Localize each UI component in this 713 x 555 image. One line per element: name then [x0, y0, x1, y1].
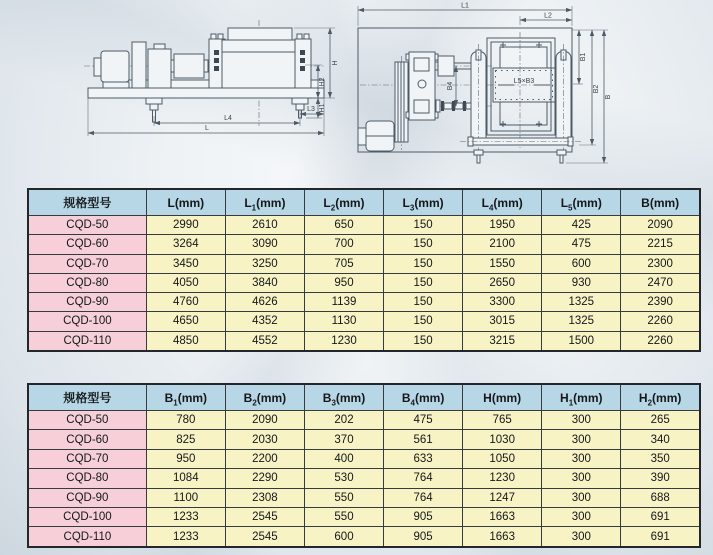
model-cell: CQD-80	[28, 469, 146, 488]
value-cell: 300	[542, 488, 621, 507]
value-cell: 3264	[146, 235, 225, 254]
column-header: $B_4(mm)$	[384, 384, 463, 411]
value-cell: 633	[384, 449, 463, 468]
value-cell: 3450	[146, 254, 225, 273]
value-cell: 2090	[621, 216, 700, 235]
support-column-right	[556, 44, 571, 150]
gearbox	[148, 44, 171, 88]
value-cell: 691	[621, 507, 700, 526]
support-column-left	[471, 44, 486, 150]
value-cell: 300	[542, 527, 621, 547]
table-row	[28, 216, 700, 235]
value-cell: 2100	[463, 235, 542, 254]
value-cell: 2650	[463, 273, 542, 292]
value-cell: 600	[542, 254, 621, 273]
value-cell: 1233	[146, 527, 225, 547]
value-cell: 4352	[225, 312, 304, 331]
value-cell: 2545	[225, 527, 304, 547]
dim-label-b2: B2	[593, 84, 600, 94]
column-header: $H_1(mm)$	[542, 384, 621, 411]
foot-bolt-right	[557, 150, 566, 163]
dim-label-l2: L2	[544, 12, 552, 20]
value-cell: 4760	[146, 293, 225, 312]
value-cell: 340	[621, 430, 700, 449]
belt-pulley	[395, 62, 408, 142]
column-header: 规格型号	[28, 189, 146, 216]
table-row	[28, 430, 700, 449]
value-cell: 2470	[621, 273, 700, 292]
table-body	[28, 216, 700, 352]
value-cell: 2030	[225, 430, 304, 449]
table-row	[28, 273, 700, 292]
value-cell: 3015	[463, 312, 542, 331]
value-cell: 1130	[304, 312, 383, 331]
value-cell: 950	[304, 273, 383, 292]
belt-guard	[132, 42, 146, 88]
value-cell: 1325	[542, 293, 621, 312]
value-cell: 691	[621, 527, 700, 547]
dimension-L	[88, 98, 324, 136]
dimension-B2	[579, 30, 600, 145]
spec-table-lengths	[27, 188, 701, 352]
model-cell: CQD-100	[28, 312, 146, 331]
dim-label-b: B	[605, 94, 612, 100]
header-row	[28, 384, 700, 411]
value-cell: 905	[384, 507, 463, 526]
column-header: $L_2(mm)$	[304, 189, 383, 216]
value-cell: 300	[542, 430, 621, 449]
value-cell: 150	[384, 312, 463, 331]
value-cell: 300	[542, 411, 621, 430]
column-header: $L_1(mm)$	[225, 189, 304, 216]
dim-label-h: H	[332, 60, 339, 66]
spec-table-widths-heights	[27, 383, 701, 548]
model-cell: CQD-50	[28, 411, 146, 430]
value-cell: 705	[304, 254, 383, 273]
value-cell: 350	[621, 449, 700, 468]
value-cell: 3090	[225, 235, 304, 254]
table-header-row	[28, 189, 700, 216]
value-cell: 3250	[225, 254, 304, 273]
value-cell: 1233	[146, 507, 225, 526]
value-cell: 300	[542, 469, 621, 488]
dimension-L4	[154, 115, 300, 126]
value-cell: 764	[384, 488, 463, 507]
motor	[358, 121, 398, 151]
gearbox	[406, 52, 438, 120]
table-row	[28, 254, 700, 273]
value-cell: 3840	[225, 273, 304, 292]
value-cell: 150	[384, 235, 463, 254]
value-cell: 2390	[621, 293, 700, 312]
value-cell: 150	[384, 331, 463, 351]
value-cell: 561	[384, 430, 463, 449]
value-cell: 2260	[621, 331, 700, 351]
dim-label-l: L	[205, 125, 209, 132]
bottom-tie-bar	[460, 137, 582, 146]
model-cell: CQD-80	[28, 273, 146, 292]
column-header: $B_2(mm)$	[225, 384, 304, 411]
dim-label-h1: H1	[319, 103, 326, 113]
value-cell: 764	[384, 469, 463, 488]
value-cell: 150	[384, 216, 463, 235]
value-cell: 3215	[463, 331, 542, 351]
value-cell: 1550	[463, 254, 542, 273]
model-cell: CQD-100	[28, 507, 146, 526]
value-cell: 2090	[225, 411, 304, 430]
value-cell: 2545	[225, 507, 304, 526]
value-cell: 150	[384, 254, 463, 273]
value-cell: 4650	[146, 312, 225, 331]
table-row	[28, 527, 700, 547]
dim-label-b1: B1	[580, 52, 587, 62]
value-cell: 2200	[225, 449, 304, 468]
value-cell: 4050	[146, 273, 225, 292]
opening-size-label: L5×B3	[513, 78, 535, 85]
dim-label-h2: H2	[319, 77, 326, 87]
table-body	[28, 411, 700, 548]
model-cell: CQD-60	[28, 235, 146, 254]
value-cell: 650	[304, 216, 383, 235]
table-row	[28, 312, 700, 331]
model-cell: CQD-110	[28, 331, 146, 351]
value-cell: 700	[304, 235, 383, 254]
motor	[94, 51, 129, 88]
value-cell: 1663	[463, 527, 542, 547]
value-cell: 905	[384, 527, 463, 547]
value-cell: 475	[384, 411, 463, 430]
dim-label-l4: L4	[224, 115, 232, 122]
value-cell: 2990	[146, 216, 225, 235]
value-cell: 150	[384, 273, 463, 292]
bearing-pedestal-right	[295, 34, 311, 88]
value-cell: 4552	[225, 331, 304, 351]
value-cell: 1663	[463, 507, 542, 526]
dimension-B1	[572, 30, 608, 84]
value-cell: 475	[542, 235, 621, 254]
model-cell: CQD-60	[28, 430, 146, 449]
value-cell: 4626	[225, 293, 304, 312]
side-view-drawing	[26, 6, 348, 178]
value-cell: 780	[146, 411, 225, 430]
dimension-L1	[358, 3, 572, 27]
value-cell: 425	[542, 216, 621, 235]
value-cell: 1230	[304, 331, 383, 351]
model-cell: CQD-70	[28, 449, 146, 468]
value-cell: 1230	[463, 469, 542, 488]
screen-box	[487, 38, 555, 135]
coupling	[171, 54, 208, 78]
dim-label-b4: B4	[447, 81, 454, 91]
value-cell: 2308	[225, 488, 304, 507]
foot-bolt-left	[474, 150, 483, 163]
value-cell: 2300	[621, 254, 700, 273]
value-cell: 300	[542, 507, 621, 526]
header-row	[28, 189, 700, 216]
value-cell: 1950	[463, 216, 542, 235]
model-cell: CQD-50	[28, 216, 146, 235]
universal-joint	[436, 100, 471, 112]
column-header: $L_4(mm)$	[463, 189, 542, 216]
column-header: H(mm)	[463, 384, 542, 411]
column-header: $B_3(mm)$	[304, 384, 383, 411]
value-cell: 300	[542, 449, 621, 468]
table-header-row	[28, 384, 700, 411]
model-cell: CQD-90	[28, 293, 146, 312]
value-cell: 2215	[621, 235, 700, 254]
table-row	[28, 449, 700, 468]
column-header: $H_2(mm)$	[621, 384, 700, 411]
column-header: $L_5(mm)$	[542, 189, 621, 216]
value-cell: 1030	[463, 430, 542, 449]
value-cell: 1084	[146, 469, 225, 488]
table-row	[28, 411, 700, 430]
value-cell: 550	[304, 507, 383, 526]
column-header: B(mm)	[621, 189, 700, 216]
model-cell: CQD-90	[28, 488, 146, 507]
value-cell: 370	[304, 430, 383, 449]
value-cell: 1100	[146, 488, 225, 507]
dimension-L2	[520, 13, 572, 26]
roller	[222, 28, 298, 88]
value-cell: 950	[146, 449, 225, 468]
value-cell: 1247	[463, 488, 542, 507]
value-cell: 2260	[621, 312, 700, 331]
column-header: $L_3(mm)$	[384, 189, 463, 216]
top-view-drawing	[352, 0, 712, 178]
table-row	[28, 469, 700, 488]
value-cell: 1050	[463, 449, 542, 468]
value-cell: 1325	[542, 312, 621, 331]
model-cell: CQD-70	[28, 254, 146, 273]
table-row	[28, 235, 700, 254]
model-cell: CQD-110	[28, 527, 146, 547]
dim-label-l3: L3	[307, 106, 315, 113]
table-row	[28, 293, 700, 312]
table-row	[28, 488, 700, 507]
value-cell: 202	[304, 411, 383, 430]
value-cell: 390	[621, 469, 700, 488]
value-cell: 930	[542, 273, 621, 292]
value-cell: 530	[304, 469, 383, 488]
column-header: L(mm)	[146, 189, 225, 216]
value-cell: 550	[304, 488, 383, 507]
value-cell: 600	[304, 527, 383, 547]
value-cell: 1139	[304, 293, 383, 312]
value-cell: 825	[146, 430, 225, 449]
table-row	[28, 331, 700, 351]
value-cell: 688	[621, 488, 700, 507]
value-cell: 265	[621, 411, 700, 430]
table-row	[28, 507, 700, 526]
value-cell: 2290	[225, 469, 304, 488]
value-cell: 150	[384, 293, 463, 312]
column-header: $B_1(mm)$	[146, 384, 225, 411]
value-cell: 4850	[146, 331, 225, 351]
value-cell: 2610	[225, 216, 304, 235]
value-cell: 765	[463, 411, 542, 430]
column-header: 规格型号	[28, 384, 146, 411]
value-cell: 3300	[463, 293, 542, 312]
dim-label-l1: L1	[461, 2, 469, 10]
value-cell: 400	[304, 449, 383, 468]
value-cell: 1500	[542, 331, 621, 351]
